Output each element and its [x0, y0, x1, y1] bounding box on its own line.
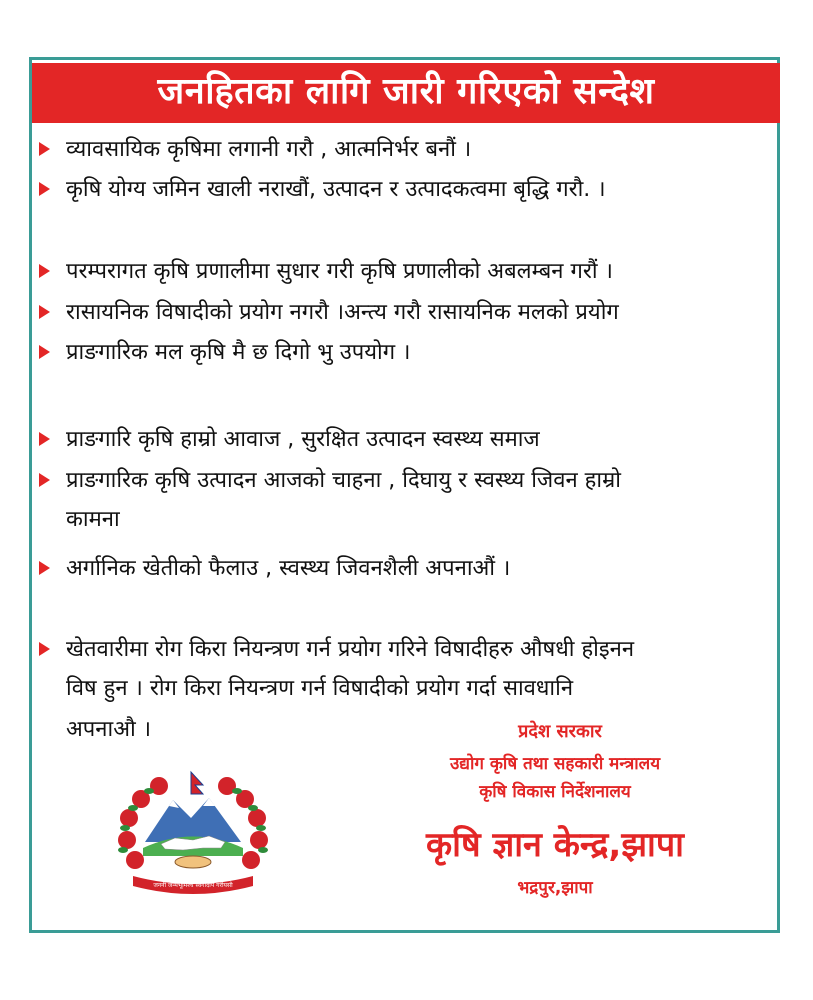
title-banner: [32, 63, 780, 123]
message-line: कृषि योग्य जमिन खाली नराखौं, उत्पादन र उत्पादकत्वमा बृद्धि गरौ. ।: [66, 177, 606, 202]
message-line: अर्गानिक खेतीको फैलाउ , स्वस्थ्य जिवनशैली अपनाऔं ।: [66, 556, 511, 581]
issuer-govt: प्रदेश सरकार: [518, 721, 602, 742]
bullet-icon: [39, 561, 50, 575]
message-line: खेतवारीमा रोग किरा नियन्त्रण गर्न प्रयोग गरिने विषादीहरु औषधी होइनन: [66, 637, 635, 662]
bullet-icon: [39, 264, 50, 278]
banner-title: जनहितका लागि जारी गरिएको सन्देश: [157, 71, 655, 112]
message-line: प्राङगारिक मल कृषि मै छ दिगो भु उपयोग ।: [66, 340, 411, 365]
issuer-location: भद्रपुर,झापा: [517, 878, 593, 898]
message-line-continued: कामना: [66, 507, 120, 532]
bullet-icon: [39, 182, 50, 196]
message-line: रासायनिक विषादीको प्रयोग नगरौ ।अन्त्य गरौ रासायनिक मलको प्रयोग: [66, 300, 619, 325]
nepal-emblem-icon: [113, 770, 273, 900]
issuer-center: कृषि ज्ञान केन्द्र,झापा: [426, 825, 684, 865]
bullet-icon: [39, 345, 50, 359]
issuer-ministry: उद्योग कृषि तथा सहकारी मन्त्रालय: [449, 754, 661, 774]
message-line: परम्परागत कृषि प्रणालीमा सुधार गरी कृषि प्रणालीको अबलम्बन गरौं ।: [66, 259, 613, 284]
message-line-continued: विष हुन । रोग किरा नियन्त्रण गर्न विषादीको प्रयोग गर्दा सावधानि: [66, 676, 574, 701]
message-line-continued: अपनाऔ ।: [66, 717, 152, 742]
bullet-icon: [39, 642, 50, 656]
message-line: प्राङगारि कृषि हाम्रो आवाज , सुरक्षित उत्पादन स्वस्थ्य समाज: [66, 427, 540, 452]
issuer-directorate: कृषि विकास निर्देशनालय: [479, 782, 631, 802]
message-line: प्राङगारिक कृषि उत्पादन आजको चाहना , दिघायु र स्वस्थ्य जिवन हाम्रो: [66, 468, 621, 493]
bullet-icon: [39, 432, 50, 446]
bullet-icon: [39, 473, 50, 487]
message-line: व्यावसायिक कृषिमा लगानी गरौ , आत्मनिर्भर बनौं ।: [66, 137, 472, 162]
bullet-icon: [39, 305, 50, 319]
emblem-motto: जननी जन्मभूमिश्च स्वर्गादपि गरीयसी: [153, 882, 233, 889]
bullet-icon: [39, 142, 50, 156]
